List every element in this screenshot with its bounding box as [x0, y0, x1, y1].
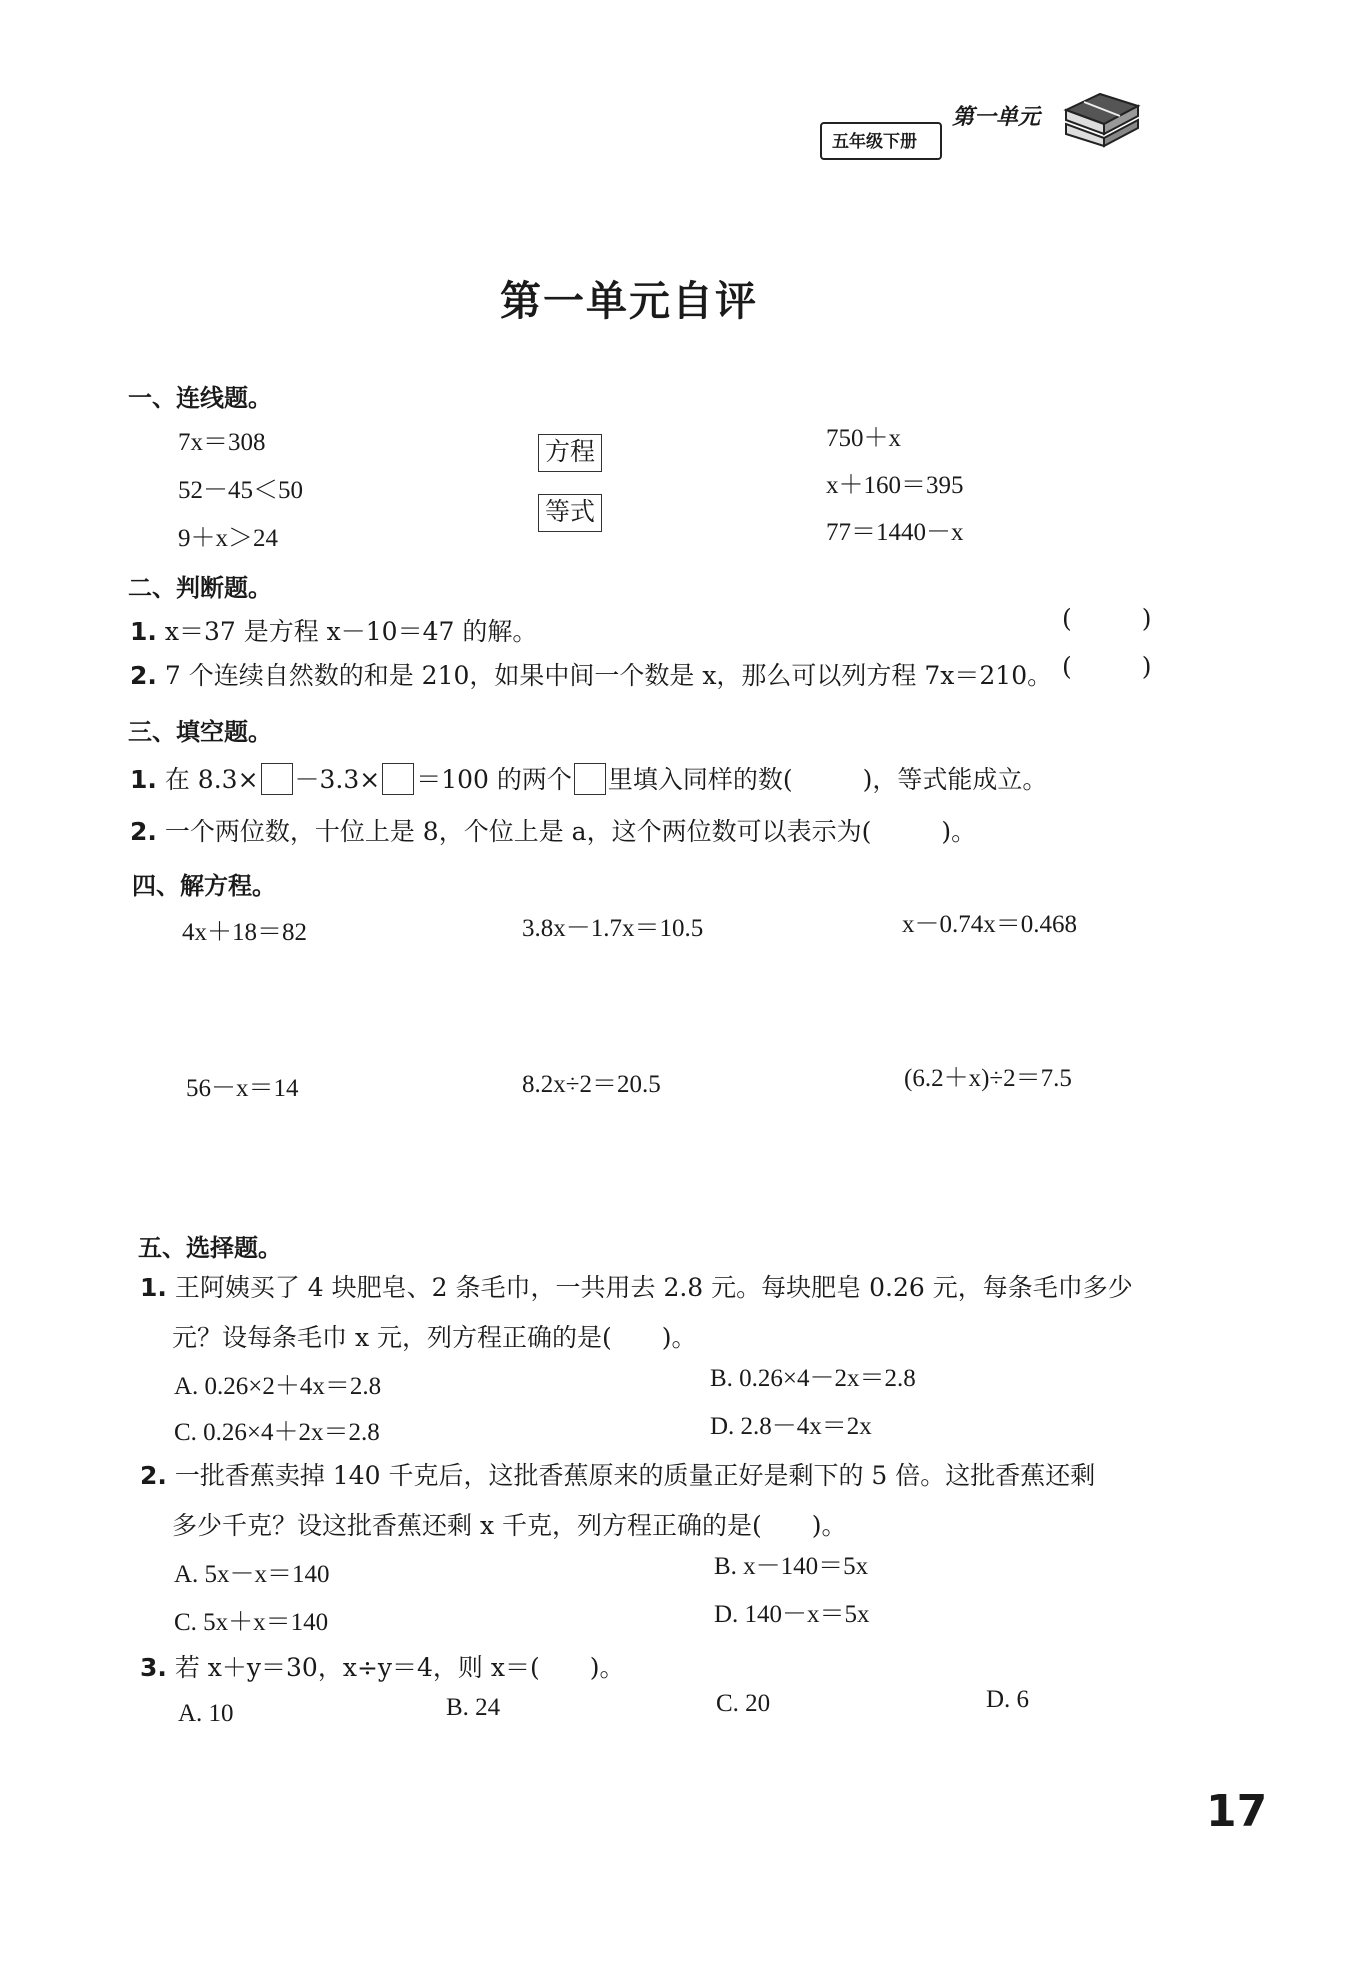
question-text: x＝37 是方程 x－10＝47 的解。: [164, 617, 538, 646]
question-number: 2.: [140, 1461, 167, 1490]
question-number: 1.: [130, 765, 157, 794]
option[interactable]: B. 0.26×4－2x＝2.8: [710, 1365, 916, 1392]
question-number: 3.: [140, 1653, 167, 1682]
match-left-item: 9＋x＞24: [178, 525, 279, 552]
equation: 56－x＝14: [186, 1075, 299, 1102]
judgment-question: [130, 656, 1052, 692]
unit-label: 第一单元: [952, 105, 1041, 130]
question-number: 2.: [130, 817, 157, 846]
equation: 8.2x÷2＝20.5: [522, 1071, 661, 1098]
question-text: 7 个连续自然数的和是 210，如果中间一个数是 x，那么可以列方程 7x＝210。: [164, 661, 1053, 690]
choice-question-line: 多少千克？设这批香蕉还剩 x 千克，列方程正确的是( )。: [172, 1511, 847, 1540]
judgment-question: [130, 612, 537, 648]
match-left-item: 7x＝308: [178, 429, 266, 456]
question-number: 2.: [130, 661, 157, 690]
section-heading-fill-in: 三、填空题。: [128, 718, 272, 746]
equation: 4x＋18＝82: [182, 919, 308, 946]
equation: x－0.74x＝0.468: [902, 911, 1078, 938]
blank-box[interactable]: [261, 763, 293, 795]
section-heading-equations: 四、解方程。: [132, 872, 276, 900]
equation: (6.2＋x)÷2＝7.5: [904, 1065, 1072, 1092]
section-heading-matching: 一、连线题。: [128, 384, 272, 412]
fill-question: 1. 在 8.3× －3.3× ＝100 的两个 里填入同样的数( )，等式能成立。: [130, 765, 1048, 794]
match-right-item: 750＋x: [826, 425, 902, 452]
match-left-item: 52－45＜50: [178, 477, 304, 504]
answer-paren[interactable]: ( ): [1062, 604, 1152, 633]
blank-box[interactable]: [382, 763, 414, 795]
option[interactable]: C. 0.26×4＋2x＝2.8: [174, 1419, 380, 1446]
grade-badge: 五年级下册: [832, 132, 917, 152]
equation: 3.8x－1.7x＝10.5: [522, 915, 704, 942]
choice-question-line: 3. 若 x＋y＝30，x÷y＝4，则 x＝( )。: [140, 1653, 625, 1682]
stacked-books-icon: [1060, 88, 1142, 154]
fill-question: 2. 一个两位数，十位上是 8，个位上是 a，这个两位数可以表示为( )。: [130, 817, 977, 846]
question-number: 1.: [140, 1273, 167, 1302]
match-middle-item: 等式: [538, 494, 602, 532]
choice-question-line: 2. 一批香蕉卖掉 140 千克后，这批香蕉原来的质量正好是剩下的 5 倍。这批香蕉还剩: [140, 1461, 1096, 1490]
option[interactable]: B. x－140＝5x: [714, 1553, 869, 1580]
page-title: 第一单元自评: [500, 277, 758, 325]
section-heading-multiple-choice: 五、选择题。: [138, 1234, 282, 1262]
option[interactable]: C. 20: [716, 1690, 771, 1717]
section-heading-judgment: 二、判断题。: [128, 574, 272, 602]
match-right-item: 77＝1440－x: [826, 519, 964, 546]
answer-paren[interactable]: ( ): [1062, 652, 1152, 681]
option[interactable]: A. 0.26×2＋4x＝2.8: [174, 1373, 382, 1400]
option[interactable]: D. 2.8－4x＝2x: [710, 1413, 872, 1440]
option[interactable]: C. 5x＋x＝140: [174, 1609, 329, 1636]
option[interactable]: A. 5x－x＝140: [174, 1561, 330, 1588]
option[interactable]: D. 6: [986, 1686, 1030, 1713]
match-middle-item: 方程: [538, 434, 602, 472]
option[interactable]: D. 140－x＝5x: [714, 1601, 870, 1628]
match-right-item: x＋160＝395: [826, 472, 964, 499]
question-number: 1.: [130, 617, 157, 646]
choice-question-line: 1. 王阿姨买了 4 块肥皂、2 条毛巾，一共用去 2.8 元。每块肥皂 0.26 元，每条毛巾多少: [140, 1273, 1133, 1302]
option[interactable]: B. 24: [446, 1694, 501, 1721]
option[interactable]: A. 10: [178, 1700, 234, 1727]
choice-question-line: 元？设每条毛巾 x 元，列方程正确的是( )。: [172, 1323, 697, 1352]
blank-box: [574, 763, 606, 795]
page-number: 17: [1206, 1786, 1268, 1837]
